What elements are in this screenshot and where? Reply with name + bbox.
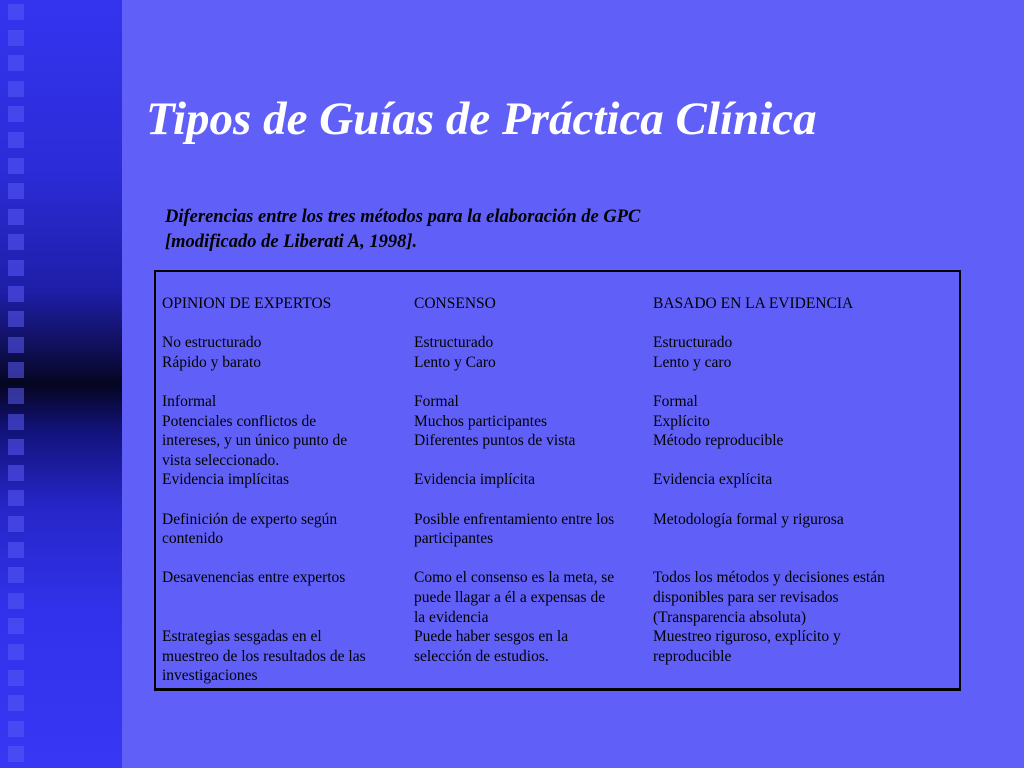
table-cell: Definición de experto según contenido <box>162 510 338 548</box>
decorative-square <box>8 311 24 327</box>
table-cell: Evidencia explícita <box>653 471 773 489</box>
decorative-square <box>8 670 24 686</box>
table-cell: Estructurado Lento y caro <box>653 334 733 371</box>
decorative-square <box>8 567 24 583</box>
decorative-square-strip <box>0 0 30 768</box>
table-cell: Formal Muchos participantes Diferentes puntos de vista <box>414 392 576 450</box>
decorative-square <box>8 618 24 634</box>
table-cell: Puede haber sesgos en la selección de estudios. <box>414 628 569 665</box>
table-cell: Posible enfrentamiento entre los participantes <box>414 510 615 548</box>
table-cell: Desavenencias entre expertos <box>162 569 346 587</box>
decorative-square <box>8 516 24 532</box>
decorative-square <box>8 132 24 148</box>
decorative-square <box>8 183 24 199</box>
column-header: BASADO EN LA EVIDENCIA <box>653 295 854 312</box>
table-cell: Estructurado Lento y Caro <box>414 334 496 371</box>
table-cell: Informal Potenciales conflictos de intereses, y un único punto de vista seleccionado. <box>162 392 348 469</box>
table-cell: Formal Explícito Método reproducible <box>653 392 784 450</box>
slide-title: Tipos de Guías de Práctica Clínica <box>146 93 817 145</box>
table-cell: Todos los métodos y decisiones están disponibles para ser revisados (Transparencia absoluta) <box>653 569 885 626</box>
decorative-square <box>8 388 24 404</box>
table-cell: Estrategias sesgadas en el muestreo de los resultados de las investigaciones <box>162 628 366 685</box>
decorative-square <box>8 593 24 609</box>
subtitle-line-2: [modificado de Liberati A, 1998]. <box>165 232 418 252</box>
column-expert-opinion <box>162 294 402 686</box>
decorative-square <box>8 286 24 302</box>
column-consensus <box>414 294 646 666</box>
subtitle-line-1: Diferencias entre los tres métodos para la elaboración de GPC <box>165 207 641 227</box>
decorative-square <box>8 362 24 378</box>
table-cell: Evidencia implícitas <box>162 471 289 489</box>
decorative-square <box>8 542 24 558</box>
decorative-square <box>8 234 24 250</box>
decorative-square <box>8 106 24 122</box>
table-cell: Evidencia implícita <box>414 471 535 489</box>
table-cell: Como el consenso es la meta, se puede llagar a él a expensas de la evidencia <box>414 569 615 626</box>
table-cell: Muestreo riguroso, explícito y reproducible <box>653 628 841 665</box>
decorative-square <box>8 746 24 762</box>
decorative-square <box>8 81 24 97</box>
decorative-square <box>8 414 24 430</box>
decorative-square <box>8 4 24 20</box>
column-header: CONSENSO <box>414 295 496 312</box>
decorative-square <box>8 30 24 46</box>
decorative-square <box>8 465 24 481</box>
decorative-square <box>8 337 24 353</box>
decorative-square <box>8 209 24 225</box>
decorative-square <box>8 158 24 174</box>
comparison-table <box>154 270 961 691</box>
decorative-square <box>8 260 24 276</box>
decorative-square <box>8 721 24 737</box>
table-cell: No estructurado Rápido y barato <box>162 334 262 371</box>
decorative-square <box>8 644 24 660</box>
column-evidence-based <box>653 294 953 666</box>
decorative-square <box>8 439 24 455</box>
decorative-square <box>8 695 24 711</box>
decorative-square <box>8 490 24 506</box>
slide-subtitle <box>165 205 640 255</box>
decorative-square <box>8 55 24 71</box>
column-header: OPINION DE EXPERTOS <box>162 295 332 312</box>
table-cell: Metodología formal y rigurosa <box>653 510 844 528</box>
